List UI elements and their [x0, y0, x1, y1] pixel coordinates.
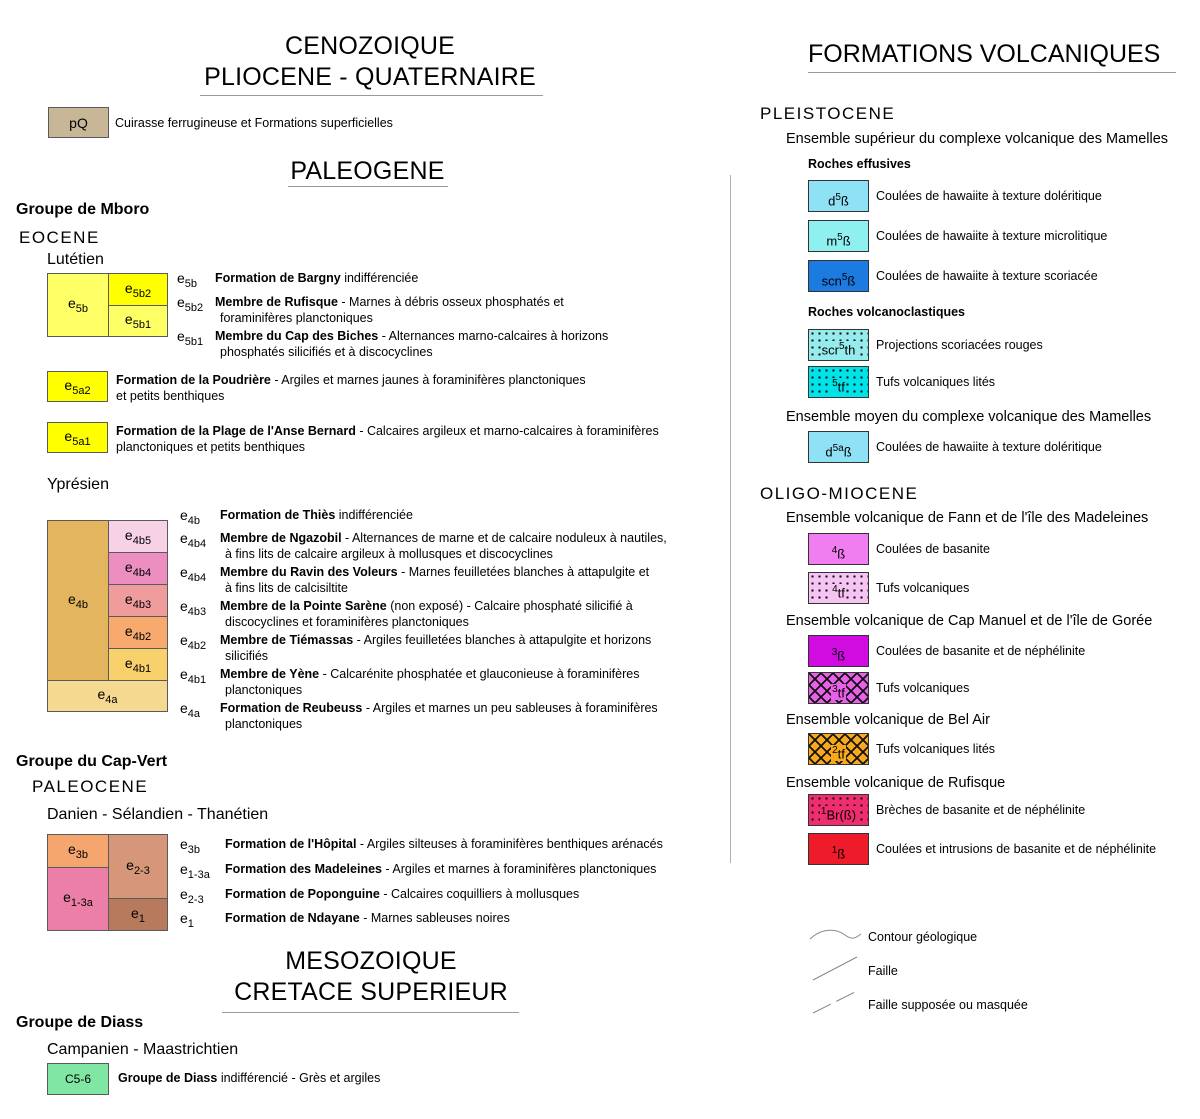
- column-separator: [730, 175, 731, 863]
- legend-swatch-e4b1: [108, 648, 168, 681]
- unit-code: [180, 507, 200, 527]
- unit-code-index: 4b: [187, 514, 201, 527]
- swatch-code-symbol: ß: [837, 846, 846, 861]
- roches-effusives-heading: Roches effusives: [808, 157, 911, 171]
- swatch-code: $e_{4b4}$: [124, 558, 152, 579]
- swatch-code-exponent: 5: [841, 271, 848, 283]
- unit-description: [220, 700, 658, 732]
- unit-code-letter: e: [180, 886, 188, 902]
- swatch-code-exponent: 5a: [832, 442, 844, 454]
- oligo-miocene-heading: OLIGO-MIOCENE: [760, 484, 919, 503]
- line-symbols: [805, 925, 865, 1020]
- swatch-code-exponent: 1: [831, 844, 838, 856]
- description-line: à fins lits de calcaire argileux à mollusques et discocyclines: [225, 547, 553, 561]
- unit-name: Formation de Ndayane: [225, 911, 360, 925]
- legend-swatch-m5b: [808, 220, 869, 252]
- description-line: planctoniques: [225, 717, 303, 731]
- legend-swatch-e5a1: [47, 422, 108, 453]
- unit-code-letter: e: [177, 328, 185, 344]
- unit-description: [225, 910, 510, 926]
- legend-swatch-e4b4: [108, 552, 168, 585]
- unit-code-index: 4a: [187, 707, 201, 720]
- swatch-code-symbol: tf: [837, 746, 845, 761]
- volcanic-unit-description: Tufs volcaniques lités: [876, 742, 996, 756]
- unit-description: [220, 598, 633, 630]
- swatch-code: [827, 192, 850, 208]
- legend-swatch-e4b: [47, 520, 109, 681]
- swatch-code: $e_1$: [131, 904, 145, 925]
- swatch-code-exponent: 5: [832, 377, 838, 389]
- swatch-code: [831, 647, 847, 663]
- unit-code-index: 4b4: [187, 571, 207, 584]
- swatch-code-symbol: ß: [842, 233, 851, 248]
- swatch-code: [831, 684, 846, 700]
- unit-code: [177, 294, 203, 314]
- swatch-code: $e_{4b2}$: [124, 622, 152, 643]
- unit-description: [225, 861, 656, 877]
- unit-description: [220, 530, 667, 562]
- unit-text: - Alternances marno-calcaires à horizons: [378, 329, 609, 343]
- unit-name: Membre de Ngazobil: [220, 531, 342, 545]
- unit-text: - Calcarénite phosphatée et glauconieuse à foraminifères: [319, 667, 640, 681]
- legend-swatch-e4b2: [108, 616, 168, 649]
- volcanic-unit-description: Brèches de basanite et de néphélinite: [876, 803, 1086, 817]
- swatch-code: $e_{4a}$: [97, 686, 118, 706]
- swatch-code: $e_{4b}$: [67, 590, 89, 611]
- unit-code-letter: e: [180, 507, 188, 523]
- swatch-code-symbol: ß: [837, 546, 846, 561]
- unit-code: [180, 564, 206, 584]
- legend-swatch-e4b5: [108, 520, 168, 553]
- volcanic-unit-description: Coulées de basanite et de néphélinite: [876, 644, 1086, 658]
- swatch-code-symbol: tf: [837, 379, 845, 394]
- unit-code-letter: e: [180, 700, 188, 716]
- legend-swatch-pQ: [48, 107, 109, 138]
- bel-air-heading: Ensemble volcanique de Bel Air: [786, 712, 990, 728]
- swatch-code: [831, 745, 846, 761]
- unit-text: - Argiles et marnes à foraminifères planctoniques: [381, 862, 657, 876]
- unit-code-index: 5b2: [184, 301, 204, 314]
- description-line: [220, 666, 639, 682]
- swatch-code-symbol: ß: [840, 193, 849, 208]
- unit-name: Membre de Rufisque: [215, 295, 338, 309]
- unit-name: Membre du Ravin des Voleurs: [220, 565, 398, 579]
- eocene-heading: EOCENE: [19, 228, 100, 247]
- swatch-code: $e_{4b3}$: [124, 590, 152, 611]
- swatch-code: [825, 232, 851, 248]
- swatch-code: [831, 545, 847, 561]
- unit-code: [180, 886, 204, 906]
- unit-name: Formation de Reubeuss: [220, 701, 363, 715]
- unit-name: Membre du Cap des Biches: [215, 329, 379, 343]
- unit-text: indifférenciée: [335, 508, 413, 522]
- swatch-code: $e_{5a1}$: [64, 427, 91, 448]
- unit-description: [215, 328, 608, 360]
- inferred-fault-line-symbol: [813, 991, 857, 1013]
- legend-swatch-e1-3a: [47, 867, 109, 931]
- swatch-code: $e_{3b}$: [67, 841, 89, 861]
- faille-supposee-label: Faille supposée ou masquée: [868, 998, 1028, 1012]
- unit-code-letter: e: [180, 861, 188, 877]
- unit-name: Formation de Bargny: [215, 271, 341, 285]
- swatch-code: [831, 378, 846, 394]
- volcanic-unit-description: Coulées de hawaiite à texture doléritique: [876, 440, 1102, 454]
- legend-swatch-e1: [108, 898, 168, 931]
- cenozoique-title: [200, 31, 540, 93]
- unit-code-letter: e: [180, 530, 188, 546]
- unit-name: Membre de Tiémassas: [220, 633, 354, 647]
- fann-heading: Ensemble volcanique de Fann et de l'île des Madeleines: [786, 510, 1149, 526]
- volcanic-unit-description: Coulées de hawaiite à texture microlitique: [876, 229, 1108, 243]
- swatch-code-prefix: d: [825, 444, 833, 459]
- unit-code-letter: e: [180, 632, 188, 648]
- contour-line-symbol: [810, 930, 861, 939]
- swatch-code-exponent: 5: [838, 340, 845, 352]
- description-line: [220, 507, 413, 523]
- swatch-code-exponent: 1: [820, 805, 827, 817]
- volcanic-unit-description: Tufs volcaniques: [876, 681, 970, 695]
- unit-code-index: 4b2: [187, 639, 207, 652]
- legend-swatch-tf3: [808, 672, 869, 704]
- swatch-code-symbol: th: [844, 342, 856, 357]
- legend-swatch-b4: [808, 533, 869, 565]
- group-diass-heading: Groupe de Diass: [16, 1014, 144, 1031]
- divider: [288, 186, 448, 187]
- swatch-code: [831, 845, 847, 861]
- unit-code-index: 2-3: [187, 893, 204, 906]
- unit-code-index: 1: [187, 917, 194, 930]
- swatch-code-symbol: tf: [837, 685, 845, 700]
- legend-swatch-scn5b: [808, 260, 869, 292]
- unit-code: [177, 270, 197, 290]
- e5a1-description: Formation de la Plage de l'Anse Bernard - Calcaires argileux et marno-calcaires à foraminifères planctoniques et petits benthiques: [116, 424, 659, 454]
- legend-swatch-c5-6: [47, 1063, 109, 1095]
- legend-swatch-e3b: [47, 834, 109, 868]
- unit-code: [180, 910, 194, 930]
- unit-description: [220, 507, 413, 523]
- unit-text: - Argiles silteuses à foraminifères benthiques arénacés: [356, 837, 663, 851]
- swatch-code: $e_{4b1}$: [124, 654, 152, 675]
- legend-swatch-e5b2: [108, 273, 168, 306]
- unit-code-letter: e: [180, 564, 188, 580]
- faille-label: Faille: [868, 964, 898, 978]
- swatch-code: $e_{5a2}$: [64, 376, 91, 397]
- legend-swatch-scr5th: [808, 329, 869, 361]
- legend-swatch-tf2: [808, 733, 869, 765]
- unit-description: [220, 564, 649, 596]
- description-line: silicifiés: [225, 649, 269, 663]
- divider: [222, 1012, 519, 1013]
- legend-swatch-tf4: [808, 572, 869, 604]
- legend-swatch-tf5: [808, 366, 869, 398]
- unit-code-index: 5b1: [184, 335, 204, 348]
- pq-description: Cuirasse ferrugineuse et Formations superficielles: [115, 116, 393, 130]
- swatch-code-exponent: 5: [837, 231, 843, 243]
- ensemble-moyen-heading: Ensemble moyen du complexe volcanique des Mamelles: [786, 409, 1152, 425]
- unit-name: Formation des Madeleines: [225, 862, 382, 876]
- mesozoique-title: [222, 946, 520, 1008]
- swatch-code-symbol: Br(ß): [826, 807, 857, 822]
- swatch-code-symbol: tf: [837, 585, 845, 600]
- unit-name: Membre de Yène: [220, 667, 320, 681]
- danien-heading: Danien - Sélandien - Thanétien: [47, 806, 269, 823]
- swatch-code: $e_{5b2}$: [124, 279, 152, 300]
- unit-name: Formation de l'Hôpital: [225, 837, 357, 851]
- unit-description: [215, 294, 564, 326]
- unit-text: - Alternances de marne et de calcaire noduleux à nautiles,: [341, 531, 667, 545]
- description-line: [225, 836, 663, 852]
- description-line: [220, 632, 651, 648]
- ensemble-superieur-heading: Ensemble supérieur du complexe volcanique des Mamelles: [786, 131, 1169, 147]
- fault-line-symbol: [813, 957, 857, 980]
- swatch-code-prefix: scn: [821, 273, 842, 288]
- unit-code: [180, 836, 200, 856]
- unit-description: [225, 886, 579, 902]
- unit-code: [180, 530, 206, 550]
- mesozoique-title-line1: MESOZOIQUE: [285, 947, 457, 975]
- swatch-code-exponent: 4: [831, 544, 838, 556]
- unit-code: [180, 666, 206, 686]
- unit-code-letter: e: [180, 910, 188, 926]
- ypresien-heading: Yprésien: [47, 476, 109, 493]
- unit-text: - Argiles et marnes un peu sableuses à foraminifères: [362, 701, 658, 715]
- swatch-code: $e_{5b}$: [67, 295, 89, 315]
- divider: [200, 95, 543, 96]
- unit-code: [177, 328, 203, 348]
- unit-description: [215, 270, 418, 286]
- swatch-code-prefix: scr: [821, 342, 839, 357]
- e5a2-description: Formation de la Poudrière - Argiles et marnes jaunes à foraminifères planctoniques et petits benthiques: [116, 373, 586, 403]
- legend-swatch-e5b: [47, 273, 109, 337]
- unit-text: - Calcaires coquilliers à mollusques: [379, 887, 580, 901]
- unit-code: [180, 598, 206, 618]
- unit-description: [220, 666, 639, 698]
- unit-text: - Marnes à débris osseux phosphatés et: [337, 295, 564, 309]
- pleistocene-heading: PLEISTOCENE: [760, 104, 896, 123]
- paleocene-heading: PALEOCENE: [32, 777, 149, 796]
- unit-code-letter: e: [180, 836, 188, 852]
- legend-swatch-e5b1: [108, 305, 168, 337]
- volcanic-unit-description: Coulées de basanite: [876, 542, 990, 556]
- contour-label: Contour géologique: [868, 930, 978, 944]
- swatch-code-prefix: m: [826, 233, 838, 248]
- legend-swatch-br1: [808, 794, 869, 826]
- unit-code-index: 4b4: [187, 537, 207, 550]
- swatch-code: C5-6: [64, 1072, 91, 1086]
- legend-swatch-b1: [808, 833, 869, 865]
- divider: [808, 72, 1176, 73]
- unit-description: [220, 632, 651, 664]
- description-line: discocyclines et foraminifères planctoniques: [225, 615, 469, 629]
- group-mboro-heading: Groupe de Mboro: [16, 201, 150, 218]
- unit-code-index: 4b3: [187, 605, 207, 618]
- cenozoique-title-line2: PLIOCENE - QUATERNAIRE: [204, 63, 536, 91]
- swatch-code: [824, 443, 852, 459]
- unit-code: [180, 700, 200, 720]
- description-line: [220, 564, 649, 580]
- description-line: [215, 270, 418, 286]
- description-line: [215, 294, 564, 310]
- description-line: foraminifères planctoniques: [220, 311, 373, 325]
- legend-swatch-b3: [808, 635, 869, 667]
- volcanic-unit-description: Tufs volcaniques lités: [876, 375, 996, 389]
- unit-text: - Marnes feuilletées blanches à attapulgite et: [397, 565, 650, 579]
- swatch-code: $e_{2-3}$: [126, 856, 150, 877]
- unit-code-letter: e: [177, 270, 185, 286]
- unit-name: Formation de Thiès: [220, 508, 336, 522]
- unit-text: - Argiles feuilletées blanches à attapulgite et horizons: [353, 633, 652, 647]
- swatch-code-exponent: 4: [832, 583, 838, 595]
- swatch-code: $e_{5b1}$: [124, 311, 152, 331]
- description-line: [220, 530, 667, 546]
- description-line: [220, 700, 658, 716]
- swatch-code: [821, 341, 857, 357]
- lutetien-heading: Lutétien: [47, 251, 104, 268]
- volcanic-unit-description: Tufs volcaniques: [876, 581, 970, 595]
- unit-text: indifférenciée: [340, 271, 419, 285]
- unit-text: (non exposé) - Calcaire phosphaté silicifié à: [386, 599, 633, 613]
- unit-name: Formation de Poponguine: [225, 887, 380, 901]
- unit-code-letter: e: [177, 294, 185, 310]
- unit-code-index: 5b: [184, 277, 198, 290]
- swatch-code-symbol: ß: [847, 273, 856, 288]
- swatch-code-symbol: ß: [837, 648, 846, 663]
- roches-volcanoclastiques-heading: Roches volcanoclastiques: [808, 305, 966, 319]
- paleogene-title: PALEOGENE: [290, 157, 445, 185]
- legend-swatch-d5ab: [808, 431, 869, 463]
- swatch-code-symbol: ß: [843, 444, 852, 459]
- swatch-code: $e_{4b5}$: [124, 526, 152, 547]
- unit-code-index: 3b: [187, 843, 201, 856]
- legend-swatch-d5b: [808, 180, 869, 212]
- legend-swatch-e4b3: [108, 584, 168, 617]
- swatch-code-exponent: 3: [832, 683, 838, 695]
- cenozoique-title-line1: CENOZOIQUE: [284, 32, 456, 60]
- swatch-code-exponent: 3: [831, 646, 838, 658]
- swatch-code: $e_{1-3a}$: [63, 889, 93, 909]
- unit-code-index: 4b1: [187, 673, 207, 686]
- legend-swatch-e4a: [47, 680, 168, 712]
- volcanic-unit-description: Coulées de hawaiite à texture scoriacée: [876, 269, 1098, 283]
- swatch-code-exponent: 2: [832, 744, 838, 756]
- description-line: [220, 598, 633, 614]
- unit-text: - Marnes sableuses noires: [359, 911, 510, 925]
- volcanic-unit-description: Projections scoriacées rouges: [876, 338, 1043, 352]
- description-line: [215, 328, 608, 344]
- mesozoique-title-line2: CRETACE SUPERIEUR: [234, 978, 508, 1006]
- swatch-code: [831, 584, 846, 600]
- description-line: à fins lits de calcisiltite: [225, 581, 348, 595]
- legend-swatch-e2-3: [108, 834, 168, 899]
- unit-code: [180, 861, 210, 881]
- unit-name: Membre de la Pointe Sarène: [220, 599, 387, 613]
- diass-description: Groupe de Diass indifférencié - Grès et argiles: [118, 1071, 381, 1085]
- volcanic-unit-description: Coulées et intrusions de basanite et de néphélinite: [876, 842, 1157, 856]
- unit-code-index: 1-3a: [187, 868, 210, 881]
- swatch-code: pQ: [69, 114, 88, 131]
- description-line: [225, 886, 579, 902]
- description-line: [225, 910, 510, 926]
- campanien-heading: Campanien - Maastrichtien: [47, 1041, 239, 1058]
- unit-code-letter: e: [180, 598, 188, 614]
- swatch-code-exponent: 5: [835, 191, 841, 203]
- description-line: phosphatés silicifiés et à discocyclines: [220, 345, 433, 359]
- cap-manuel-heading: Ensemble volcanique de Cap Manuel et de l'île de Gorée: [786, 613, 1153, 629]
- unit-code-letter: e: [180, 666, 188, 682]
- swatch-code: [820, 806, 857, 822]
- rufisque-heading: Ensemble volcanique de Rufisque: [786, 775, 1006, 791]
- legend-swatch-e5a2: [47, 371, 108, 402]
- description-line: planctoniques: [225, 683, 303, 697]
- unit-code: [180, 632, 206, 652]
- unit-description: [225, 836, 663, 852]
- swatch-code: [821, 272, 857, 288]
- volcanic-title: FORMATIONS VOLCANIQUES: [808, 40, 1161, 68]
- swatch-code-prefix: d: [828, 193, 836, 208]
- description-line: [225, 861, 656, 877]
- volcanic-unit-description: Coulées de hawaiite à texture doléritique: [876, 189, 1102, 203]
- group-capvert-heading: Groupe du Cap-Vert: [16, 753, 168, 770]
